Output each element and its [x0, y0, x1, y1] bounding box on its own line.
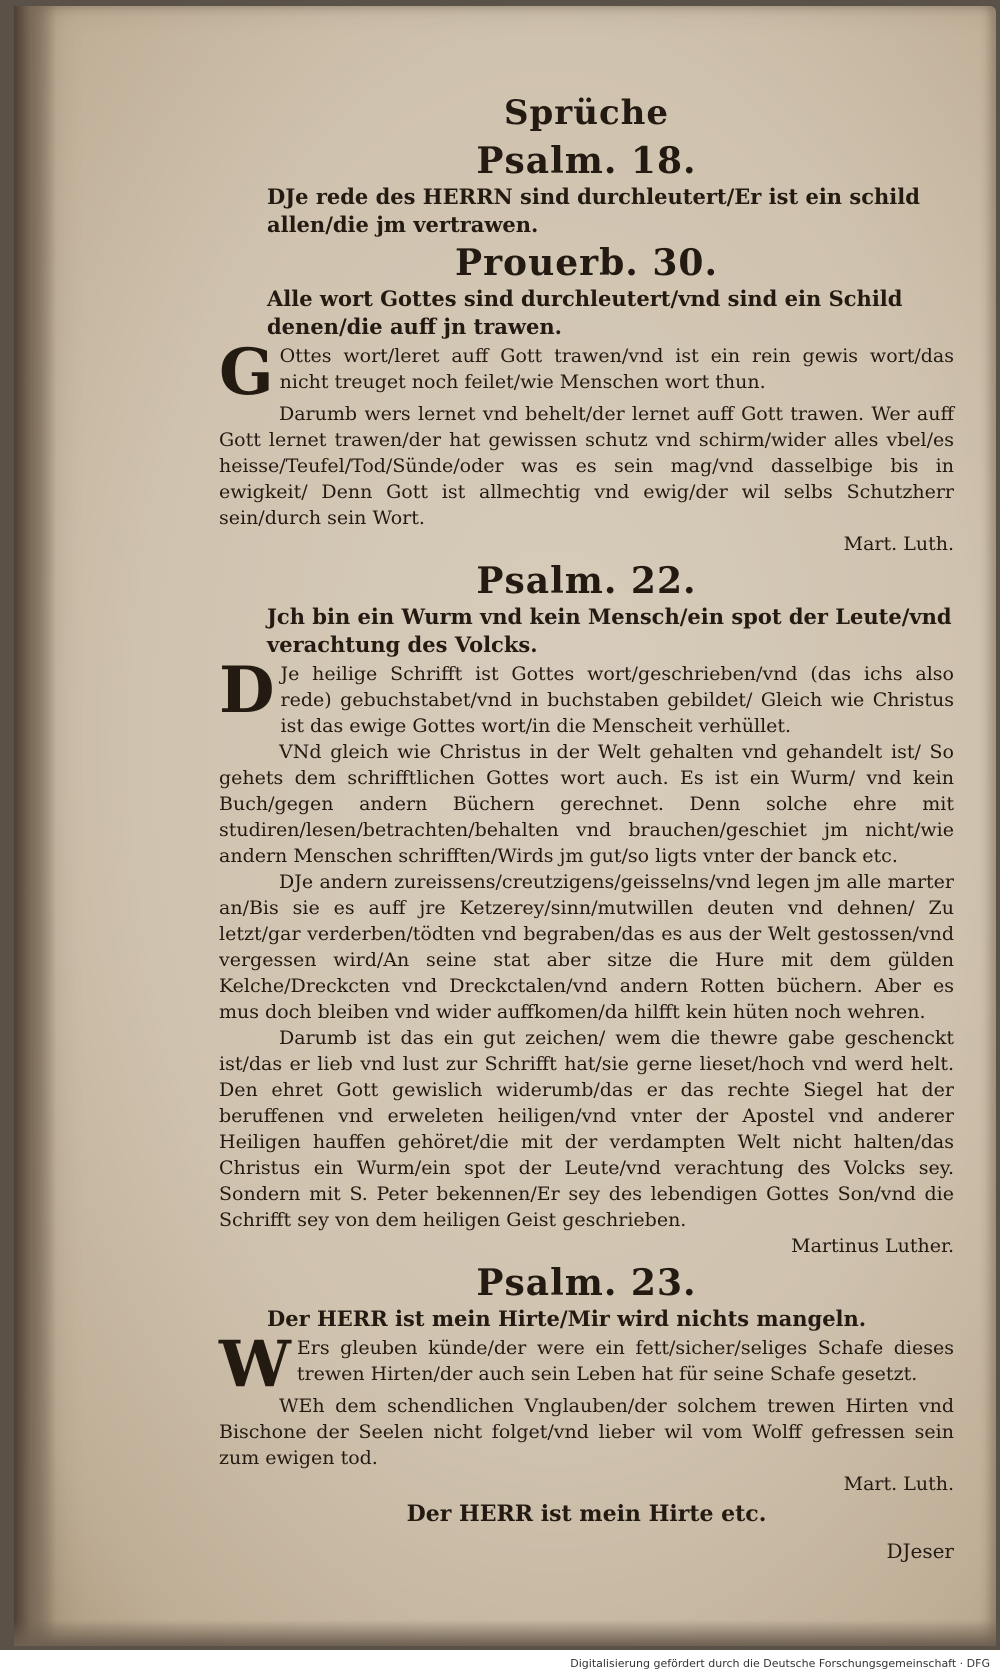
- commentary-paragraph: Darumb ist das ein gut zeichen/ wem die thewre gabe geschenckt ist/das er lieb vnd lust zur Schrifft hat/sie gerne lieset/hoch vnd werd helt. Den ehret Gott gewislich widerumb/das er das rechte Siegel hat der beruffenen vnd erweleten heiligen/vnd vnter der Apostel vnd anderer Heiligen hauffen gehöret/die mit der verdampten Welt nicht halten/das Christus ein Wurm/ein spot der Leute/vnd verachtung des Volcks sey. Sondern mit S. Peter bekennen/Er sey des lebendigen Gottes Son/vnd die Schrifft sey von dem heiligen Geist geschrieben.: [219, 1027, 954, 1231]
- section-heading-psalm-23: Psalm. 23.: [476, 1262, 697, 1304]
- commentary-paragraph: VNd gleich wie Christus in der Welt gehalten vnd gehandelt ist/ So gehets dem schrifftlichen Gottes wort auch. Es ist ein Wurm/ vnd kein Buch/gegen andern Büchern gerechnet. Denn solche ehre mit studiren/lesen/betrachten/behalten vnd brauchen/geschiet jm nicht/wie andern Menschen schrifften/Wirds jm gut/so ligts vnter der banck etc.: [219, 741, 954, 867]
- author-signature: Martinus Luther.: [791, 1235, 954, 1257]
- commentary-paragraph: Ers gleuben künde/der were ein fett/sicher/seliges Schafe dieses trewen Hirten/der auch sein Leben hat für seine Schafe gesetzt.: [296, 1337, 954, 1385]
- author-signature: Mart. Luth.: [843, 533, 954, 555]
- drop-cap-initial: G: [219, 335, 274, 410]
- page-edge-shadow: [14, 1620, 996, 1646]
- commentary-paragraph: DJe andern zureissens/creutzigens/geisselns/vnd legen jm alle marter an/Bis sie es auff jre Ketzerey/sinn/mutwillen deuten vnd dehnen/ Zu letzt/gar verderben/tödten vnd begraben/das es aus der Welt gestossen/vnd vergessen wird/An seine stat aber sitze die Hure mit dem gülden Kelche/Dreckcten vnd Dreckctalen/vnd andern Rotten büchern. Aber es mus doch bleiben vnd wider auffkomen/da hilfft kein hüten noch wehren.: [219, 871, 954, 1023]
- drop-cap-initial: D: [219, 653, 275, 728]
- running-head: Sprüche: [503, 93, 669, 133]
- catchword: DJeser: [886, 1539, 954, 1563]
- commentary-proverbs-30: [219, 335, 954, 557]
- commentary-psalm-23: [219, 1327, 954, 1565]
- verse-proverbs-30: Alle wort Gottes sind durchleutert/vnd sind ein Schild denen/die auff jn trawen.: [267, 286, 903, 339]
- verse-psalm-18: DJe rede des HERRN sind durchleutert/Er ist ein schild allen/die jm vertrawen.: [267, 184, 920, 237]
- section-heading-proverbs-30: Prouerb. 30.: [455, 242, 718, 284]
- book-page: [14, 6, 996, 1646]
- commentary-paragraph: WEh dem schendlichen Vnglauben/der solchem trewen Hirten vnd Bischone der Seelen nicht folget/vnd lieber wil vom Wolff gefressen sein zum ewigen tod.: [219, 1395, 954, 1469]
- verse-psalm-22: Jch bin ein Wurm vnd kein Mensch/ein spot der Leute/vnd verachtung des Volcks.: [267, 604, 952, 657]
- closing-line: Der HERR ist mein Hirte etc.: [406, 1501, 767, 1527]
- verse-psalm-23: Der HERR ist mein Hirte/Mir wird nichts mangeln.: [267, 1306, 867, 1331]
- commentary-psalm-22: [219, 653, 954, 1259]
- drop-cap-initial: W: [219, 1327, 291, 1402]
- author-signature: Mart. Luth.: [843, 1473, 954, 1495]
- page-text-block: [219, 91, 954, 1565]
- commentary-paragraph: Je heilige Schrifft ist Gottes wort/geschrieben/vnd (das ichs also rede) gebuchstabet/vnd in buchstaben gebildet/ Gleich wie Christus ist das ewige Gottes wort/in die Menscheit verhüllet.: [280, 663, 954, 737]
- section-heading-psalm-18: Psalm. 18.: [476, 140, 697, 182]
- section-heading-psalm-22: Psalm. 22.: [476, 560, 697, 602]
- commentary-paragraph: Ottes wort/leret auff Gott trawen/vnd ist ein rein gewis wort/das nicht treuget noch feilet/wie Menschen wort thun.: [279, 345, 954, 393]
- digitization-credit: Digitalisierung gefördert durch die Deutsche Forschungsgemeinschaft · DFG: [0, 1652, 1000, 1676]
- commentary-paragraph: Darumb wers lernet vnd behelt/der lernet auff Gott trawen. Wer auff Gott lernet trawen/der hat gewissen schutz vnd schirm/wider alles vbel/es heisse/Teufel/Tod/Sünde/oder was es sein mag/vnd dasselbige bis in ewigkeit/ Denn Gott ist allmechtig vnd ewig/der wil selbs Schutzherr sein/durch sein Wort.: [219, 403, 954, 529]
- book-spine-shadow: [14, 6, 56, 1646]
